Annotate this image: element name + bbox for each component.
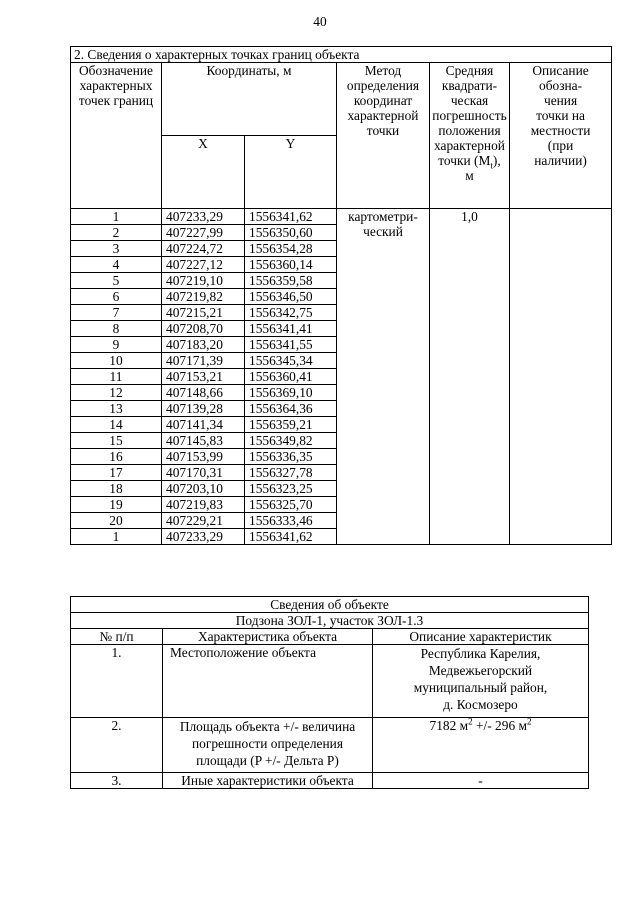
point-number: 17	[71, 465, 162, 481]
description-header: Описание обозна- чения точки на местности (при наличии)	[510, 63, 612, 209]
y-coordinate: 1556346,50	[245, 289, 337, 305]
x-coordinate: 407224,72	[162, 241, 245, 257]
point-number: 2	[71, 225, 162, 241]
x-coordinate: 407183,20	[162, 337, 245, 353]
x-coordinate: 407233,29	[162, 209, 245, 225]
point-number: 11	[71, 369, 162, 385]
y-coordinate: 1556345,34	[245, 353, 337, 369]
point-number: 10	[71, 353, 162, 369]
y-coordinate: 1556354,28	[245, 241, 337, 257]
y-coordinate: 1556323,25	[245, 481, 337, 497]
x-coordinate: 407227,12	[162, 257, 245, 273]
row-num: 3.	[71, 773, 163, 789]
x-coordinate: 407139,28	[162, 401, 245, 417]
method-header: Метод определения координат характерной точки	[337, 63, 430, 209]
y-coordinate: 1556341,55	[245, 337, 337, 353]
y-coordinate: 1556349,82	[245, 433, 337, 449]
x-coordinate: 407171,39	[162, 353, 245, 369]
y-coordinate: 1556360,14	[245, 257, 337, 273]
x-coordinate: 407219,82	[162, 289, 245, 305]
y-coordinate: 1556360,41	[245, 369, 337, 385]
y-coordinate: 1556342,75	[245, 305, 337, 321]
point-number: 1	[71, 529, 162, 545]
row-num: 2.	[71, 718, 163, 773]
accuracy-header: Средняя квадрати- ческая погрешность положения характерной точки $(M_t)$, м	[430, 63, 510, 209]
y-header: Y	[245, 136, 337, 209]
x-header: X	[162, 136, 245, 209]
object-table	[70, 596, 589, 789]
y-coordinate: 1556359,21	[245, 417, 337, 433]
point-number: 12	[71, 385, 162, 401]
table-row	[71, 718, 589, 773]
object-table-title: Сведения об объекте	[71, 597, 589, 613]
characteristic-cell: Местоположение объекта	[163, 645, 373, 718]
x-coordinate: 407170,31	[162, 465, 245, 481]
y-coordinate: 1556341,41	[245, 321, 337, 337]
point-number: 18	[71, 481, 162, 497]
point-number: 6	[71, 289, 162, 305]
coordinates-header: Координаты, м	[162, 63, 337, 136]
point-number: 16	[71, 449, 162, 465]
x-coordinate: 407219,83	[162, 497, 245, 513]
point-number: 3	[71, 241, 162, 257]
x-coordinate: 407215,21	[162, 305, 245, 321]
x-coordinate: 407153,21	[162, 369, 245, 385]
y-coordinate: 1556350,60	[245, 225, 337, 241]
x-coordinate: 407208,70	[162, 321, 245, 337]
x-coordinate: 407153,99	[162, 449, 245, 465]
point-number: 1	[71, 209, 162, 225]
characteristic-header: Характеристика объекта	[163, 629, 373, 645]
description-cell: -	[373, 773, 589, 789]
description-cell	[510, 209, 612, 545]
x-coordinate: 407203,10	[162, 481, 245, 497]
characteristic-cell: Площадь объекта +/- величина погрешности определения площади (P +/- Дельта P)	[163, 718, 373, 773]
points-table-title: 2. Сведения о характерных точках границ объекта	[71, 47, 612, 63]
accuracy-cell: 1,0	[430, 209, 510, 545]
x-coordinate: 407141,34	[162, 417, 245, 433]
y-coordinate: 1556327,78	[245, 465, 337, 481]
y-coordinate: 1556333,46	[245, 513, 337, 529]
method-cell: картометри- ческий	[337, 209, 430, 545]
point-number: 4	[71, 257, 162, 273]
row-num: 1.	[71, 645, 163, 718]
x-coordinate: 407148,66	[162, 385, 245, 401]
table-row	[71, 645, 589, 718]
description-header: Описание характеристик	[373, 629, 589, 645]
point-number: 19	[71, 497, 162, 513]
point-number: 15	[71, 433, 162, 449]
table-row	[71, 773, 589, 789]
table-row	[71, 209, 612, 225]
y-coordinate: 1556369,10	[245, 385, 337, 401]
point-number: 7	[71, 305, 162, 321]
designation-header: Обозначение характерных точек границ	[71, 63, 162, 209]
x-coordinate: 407229,21	[162, 513, 245, 529]
point-number: 9	[71, 337, 162, 353]
point-number: 14	[71, 417, 162, 433]
y-coordinate: 1556359,58	[245, 273, 337, 289]
page-number: 40	[313, 14, 327, 29]
y-coordinate: 1556364,36	[245, 401, 337, 417]
point-number: 5	[71, 273, 162, 289]
points-table	[70, 46, 612, 545]
description-cell: Республика Карелия, Медвежьегорский муниципальный район, д. Космозеро	[373, 645, 589, 718]
object-table-subtitle: Подзона ЗОЛ-1, участок ЗОЛ-1.3	[71, 613, 589, 629]
x-coordinate: 407145,83	[162, 433, 245, 449]
characteristic-cell: Иные характеристики объекта	[163, 773, 373, 789]
y-coordinate: 1556341,62	[245, 209, 337, 225]
y-coordinate: 1556336,35	[245, 449, 337, 465]
area-value: 7182 $м^2$ +/- 296 $м^2$	[373, 718, 589, 773]
x-coordinate: 407233,29	[162, 529, 245, 545]
y-coordinate: 1556341,62	[245, 529, 337, 545]
point-number: 8	[71, 321, 162, 337]
num-header: № п/п	[71, 629, 163, 645]
point-number: 20	[71, 513, 162, 529]
point-number: 13	[71, 401, 162, 417]
x-coordinate: 407227,99	[162, 225, 245, 241]
x-coordinate: 407219,10	[162, 273, 245, 289]
y-coordinate: 1556325,70	[245, 497, 337, 513]
